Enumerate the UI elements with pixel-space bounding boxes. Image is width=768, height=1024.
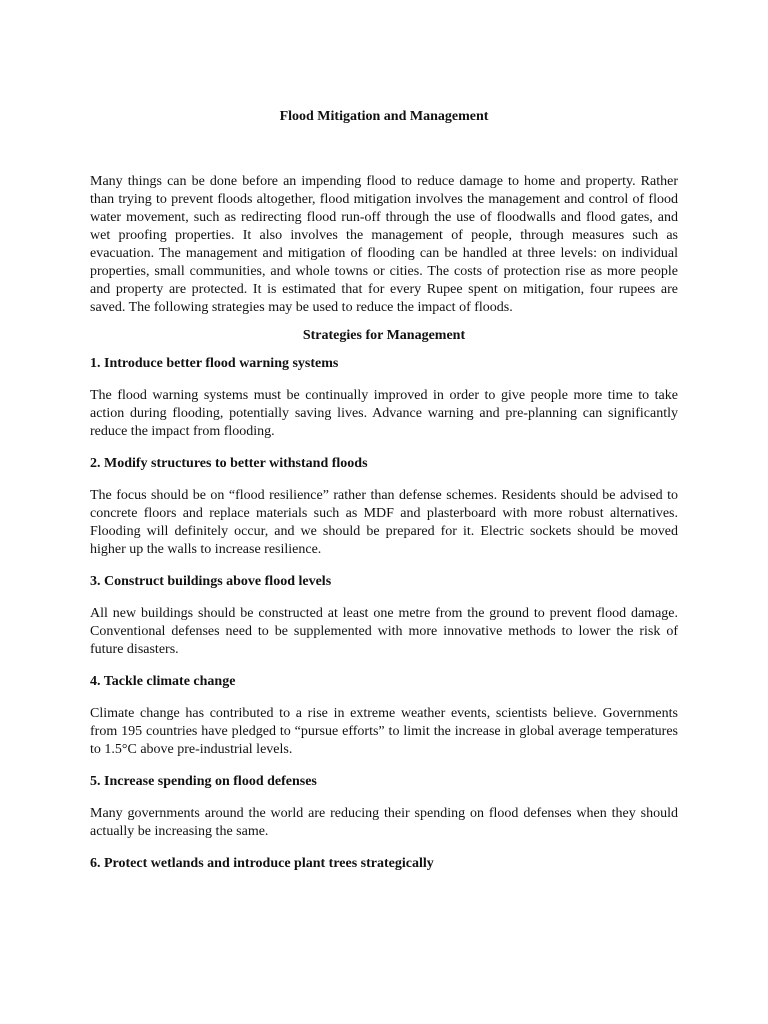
section-body-construct-buildings: All new buildings should be constructed at least one metre from the ground to prevent flood damage. Conventional defenses need to be supplemented with more innovative methods to lower the risk of future disasters. [90, 606, 678, 657]
section-heading-modify-structures: 2. Modify structures to better withstand floods [90, 456, 368, 471]
section-heading-construct-buildings: 3. Construct buildings above flood levels [90, 574, 332, 589]
document-page [90, 107, 678, 887]
section-heading-flood-defenses: 5. Increase spending on flood defenses [90, 774, 317, 789]
section-body-climate-change: Climate change has contributed to a rise in extreme weather events, scientists believe. Governments from 195 countries have pledged to “pursue efforts” to limit the increase in global average temperatures to 1.5°C above pre-industrial levels. [90, 706, 678, 757]
section-heading-warning-systems: 1. Introduce better flood warning systems [90, 356, 339, 371]
intro-paragraph: Many things can be done before an impending flood to reduce damage to home and property. Rather than trying to prevent floods altogether, flood mitigation involves the management and control of flood water movement, such as redirecting flood run-off through the use of floodwalls and flood gates, and wet proofing properties. It also involves the management of people, through measures such as evacuation. The management and mitigation of flooding can be handled at three levels: on individual properties, small communities, and whole towns or cities. The costs of protection rise as more people and property are protected. It is estimated that for every Rupee spent on mitigation, four rupees are saved. The following strategies may be used to reduce the impact of floods. [90, 174, 678, 315]
section-subtitle: Strategies for Management [302, 328, 466, 343]
section-heading-wetlands: 6. Protect wetlands and introduce plant trees strategically [90, 856, 434, 871]
section-heading-climate-change: 4. Tackle climate change [90, 674, 236, 689]
section-body-flood-defenses: Many governments around the world are reducing their spending on flood defenses when they should actually be increasing the same. [90, 806, 678, 839]
document-title: Flood Mitigation and Management [279, 109, 489, 124]
section-body-warning-systems: The flood warning systems must be continually improved in order to give people more time to take action during flooding, potentially saving lives. Advance warning and pre-planning can significantly reduce the impact from flooding. [90, 388, 678, 439]
section-body-modify-structures: The focus should be on “flood resilience” rather than defense schemes. Residents should be advised to concrete floors and replace materials such as MDF and plasterboard with more robust alternatives. Flooding will definitely occur, and we should be prepared for it. Electric sockets should be moved higher up the walls to increase resilience. [90, 488, 678, 557]
